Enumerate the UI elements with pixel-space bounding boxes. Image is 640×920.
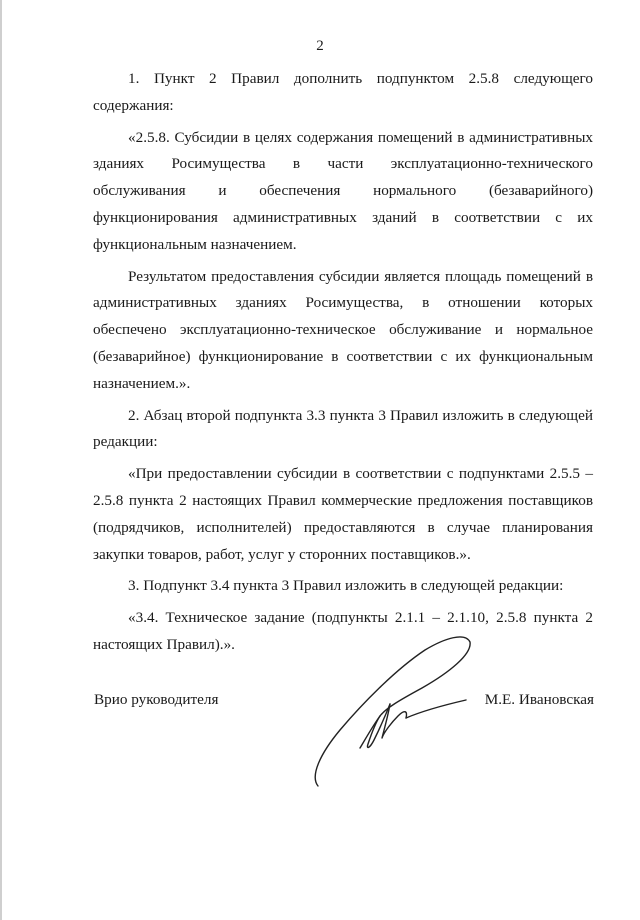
document-body bbox=[93, 66, 593, 659]
paragraph-item-1: 1. Пункт 2 Правил дополнить подпунктом 2.5.8 следующего содержания: bbox=[93, 70, 593, 114]
paragraph-quote-3-4: «3.4. Техническое задание (подпункты 2.1.1 – 2.1.10, 2.5.8 пункта 2 настоящих Правил).». bbox=[93, 609, 593, 653]
scan-edge bbox=[0, 0, 2, 920]
handwritten-signature bbox=[300, 626, 480, 791]
signatory-role: Врио руководителя bbox=[94, 691, 219, 708]
paragraph-item-3: 3. Подпункт 3.4 пункта 3 Правил изложить в следующей редакции: bbox=[128, 577, 564, 595]
page-number: 2 bbox=[316, 38, 324, 54]
paragraph-quote-3-3: «При предоставлении субсидии в соответствии с подпунктами 2.5.5 – 2.5.8 пункта 2 настоящих Правил коммерческие предложения поставщиков (подрядчиков, исполнителей) предоставляются в случае планирования закупки товаров, работ, услуг у сторонних поставщиков.». bbox=[93, 465, 593, 563]
paragraph-subsidy-result: Результатом предоставления субсидии является площадь помещений в административных зданиях Росимущества, в отношении которых обеспечено эксплуатационно-техническое обслуживание и нормальное (безаварийное) функционирование в соответствии с их функциональным назначением.». bbox=[93, 267, 593, 392]
paragraph-quote-2-5-8: «2.5.8. Субсидии в целях содержания помещений в административных зданиях Росимущества в части эксплуатационно-технического обслуживания и обеспечения нормального (безаварийного) функционирования административных зданий в соответствии с их функциональным назначением. bbox=[93, 128, 593, 253]
paragraph-item-2: 2. Абзац второй подпункта 3.3 пункта 3 Правил изложить в следующей редакции: bbox=[93, 406, 593, 451]
signatory-name: М.Е. Ивановская bbox=[484, 691, 594, 708]
